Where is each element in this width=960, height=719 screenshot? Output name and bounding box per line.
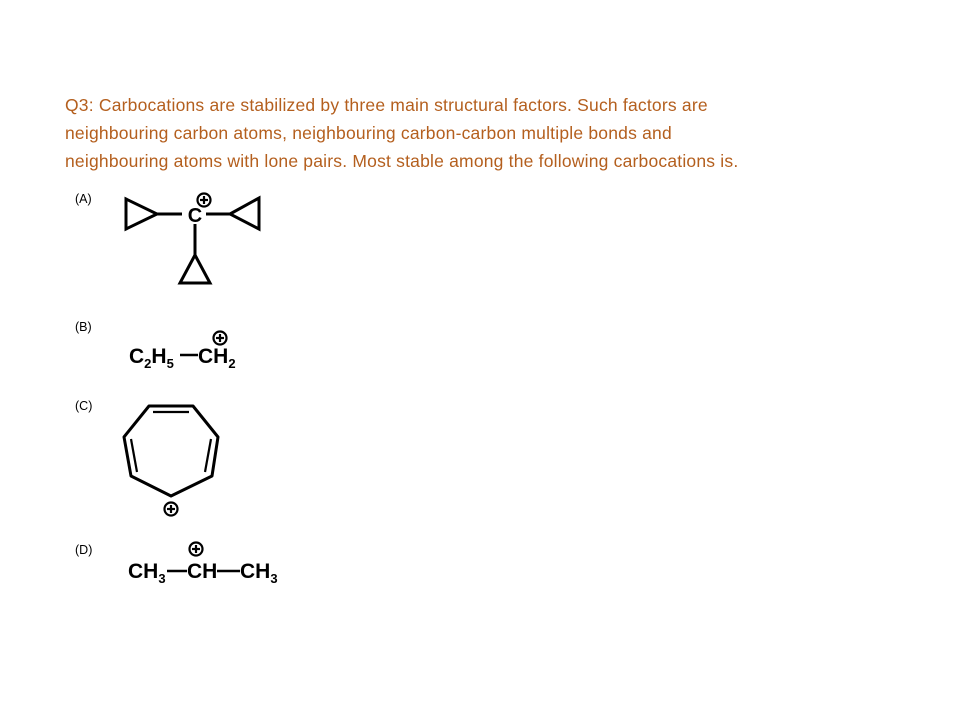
option-d-label[interactable]: (D) (75, 543, 93, 557)
central-carbon: C (187, 205, 203, 227)
option-a-label[interactable]: (A) (75, 192, 92, 206)
ch-center: CH (187, 560, 218, 583)
ch3-right: $CH_3$ (240, 560, 278, 586)
question-line-1: Q3: Carbocations are stabilized by three main structural factors. Such factors are (65, 95, 708, 115)
plus-charge-icon (190, 543, 203, 556)
question-line-3: neighbouring atoms with lone pairs. Most stable among the following carbocations is. (65, 151, 739, 171)
ch2-group: $CH_2$ (198, 345, 236, 371)
option-b-label[interactable]: (B) (75, 320, 92, 334)
option-c-label[interactable]: (C) (75, 399, 93, 413)
question-line-2: neighbouring carbon atoms, neighbouring carbon-carbon multiple bonds and (65, 123, 672, 143)
ethyl-group: $C_2H_5$ (129, 345, 174, 371)
ch3-left: $CH_3$ (128, 560, 166, 586)
